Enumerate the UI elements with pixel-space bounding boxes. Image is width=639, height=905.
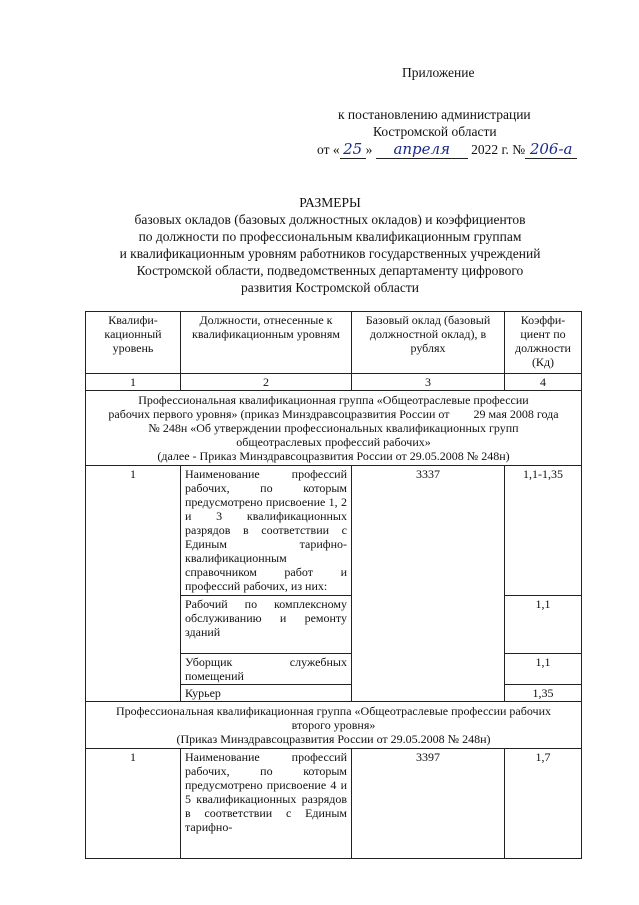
group-1-title	[86, 391, 582, 466]
group-1-line-5: (далее - Приказ Минздравсоцразвития России от 29.05.2008 № 248н)	[157, 449, 510, 463]
appendix-line-2: Костромской области	[373, 124, 497, 139]
group-2-row	[86, 702, 582, 749]
g2-level: 1	[86, 749, 181, 859]
date-month: апреля	[376, 140, 468, 159]
col-number-1: 1	[86, 374, 181, 391]
appendix-date-line	[317, 140, 577, 159]
group-1-row	[86, 391, 582, 466]
title-line-4: Костромской области, подведомственных департаменту цифрового	[136, 263, 524, 278]
appendix-line-1: к постановлению администрации	[338, 107, 531, 122]
group-2-title	[86, 702, 582, 749]
title-line-3: и квалификационным уровням работников государственных учреждений	[119, 246, 541, 261]
group-1-line-4: общеотраслевых профессий рабочих»	[236, 435, 431, 449]
g1-level: 1	[86, 466, 181, 702]
group-1-line-2: рабочих первого уровня» (приказ Минздравсоцразвития России от 29 мая 2008 года	[108, 407, 559, 421]
g2-coefficient: 1,7	[505, 749, 582, 859]
g1-sub-position-1: Рабочий по комплексному обслуживанию и ремонту зданий	[181, 596, 352, 654]
g1-sub-coefficient-1: 1,1	[505, 596, 582, 654]
date-prefix: от «	[317, 142, 340, 157]
g2-main-positions: Наименование профессий рабочих, по которым предусмотрено присвоение 4 и 5 квалификационных разрядов в соответствии с Единым тарифно-	[181, 749, 352, 859]
g1-sub-position-3: Курьер	[181, 685, 352, 702]
group-2-line-2: второго уровня»	[291, 718, 376, 732]
salary-table	[85, 311, 582, 859]
document-heading: РАЗМЕРЫ	[299, 195, 361, 210]
group-1-line-3: № 248н «Об утверждении профессиональных квалификационных групп	[148, 421, 519, 435]
date-suffix: 2022 г. №	[471, 142, 526, 157]
date-mid: »	[365, 142, 373, 157]
col-number-4: 4	[505, 374, 582, 391]
g2-salary: 3397	[352, 749, 505, 859]
appendix-label: Приложение	[402, 65, 475, 80]
header-level: Квалифи-кационный уровень	[86, 312, 181, 374]
title-line-2: по должности по профессиональным квалификационным группам	[138, 229, 522, 244]
g1-coefficient: 1,1-1,35	[505, 466, 582, 596]
header-positions: Должности, отнесенные к квалификационным уровням	[181, 312, 352, 374]
column-number-row	[86, 374, 582, 391]
g1-main-positions: Наименование профессий рабочих, по которым предусмотрено присвоение 1, 2 и 3 квалификационных разрядов в соответствии с Единым тарифно-квалификационным справочником работ и профессий рабочих, из них:	[181, 466, 352, 596]
col-number-2: 2	[181, 374, 352, 391]
date-day: 25	[340, 140, 366, 159]
g1-sub-coefficient-2: 1,1	[505, 654, 582, 685]
header-coefficient: Коэффи-циент по должности (Кд)	[505, 312, 582, 374]
title-line-5: развития Костромской области	[241, 280, 419, 295]
col-number-3: 3	[352, 374, 505, 391]
group-2-line-3: (Приказ Минздравсоцразвития России от 29.05.2008 № 248н)	[176, 732, 491, 746]
g1-salary: 3337	[352, 466, 505, 702]
group-2-line-1: Профессиональная квалификационная группа «Общеотраслевые профессии рабочих	[115, 704, 552, 718]
g1-sub-coefficient-3: 1,35	[505, 685, 582, 702]
document-number: 206-а	[525, 140, 577, 159]
title-line-1: базовых окладов (базовых должностных окладов) и коэффициентов	[134, 212, 526, 227]
g1-sub-position-2: Уборщик служебных помещений	[181, 654, 352, 685]
group-1-line-1: Профессиональная квалификационная группа «Общеотраслевые профессии	[138, 393, 529, 407]
table-row	[86, 466, 582, 596]
table-header-row	[86, 312, 582, 374]
header-salary: Базовый оклад (базовый должностной оклад), в рублях	[352, 312, 505, 374]
table-row	[86, 749, 582, 859]
